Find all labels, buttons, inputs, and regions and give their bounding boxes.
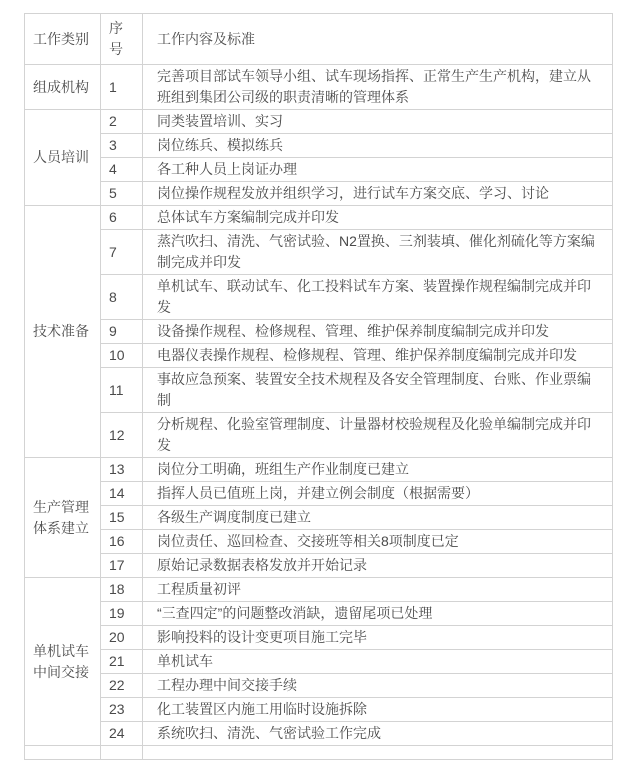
row-content: 岗位分工明确，班组生产作业制度已建立 xyxy=(143,458,613,482)
row-content: 工程质量初评 xyxy=(143,578,613,602)
row-content: 总体试车方案编制完成并印发 xyxy=(143,206,613,230)
table-row xyxy=(25,674,613,698)
row-number: 19 xyxy=(101,602,143,626)
row-content: 单机试车 xyxy=(143,650,613,674)
table-row xyxy=(25,158,613,182)
row-number: 9 xyxy=(101,320,143,344)
header-row xyxy=(25,14,613,65)
table-row xyxy=(25,230,613,275)
table-row xyxy=(25,320,613,344)
row-number: 4 xyxy=(101,158,143,182)
table-row xyxy=(25,578,613,602)
row-number: 16 xyxy=(101,530,143,554)
row-number: 20 xyxy=(101,626,143,650)
table-row xyxy=(25,110,613,134)
row-content: 电器仪表操作规程、检修规程、管理、维护保养制度编制完成并印发 xyxy=(143,344,613,368)
row-number: 22 xyxy=(101,674,143,698)
header-serial-number: 序号 xyxy=(101,14,143,65)
category-cell: 单机试车中间交接 xyxy=(25,578,101,746)
table-row xyxy=(25,275,613,320)
row-number: 5 xyxy=(101,182,143,206)
row-content: 影响投料的设计变更项目施工完毕 xyxy=(143,626,613,650)
category-cell: 技术准备 xyxy=(25,206,101,458)
row-number: 3 xyxy=(101,134,143,158)
row-number: 15 xyxy=(101,506,143,530)
category-cell: 人员培训 xyxy=(25,110,101,206)
row-content: 单机试车、联动试车、化工投料试车方案、装置操作规程编制完成并印发 xyxy=(143,275,613,320)
row-content: 系统吹扫、清洗、气密试验工作完成 xyxy=(143,722,613,746)
row-content: 工程办理中间交接手续 xyxy=(143,674,613,698)
row-number: 8 xyxy=(101,275,143,320)
row-content: 事故应急预案、装置安全技术规程及各安全管理制度、台账、作业票编制 xyxy=(143,368,613,413)
row-number: 7 xyxy=(101,230,143,275)
table-row xyxy=(25,482,613,506)
row-content: 完善项目部试车领导小组、试车现场指挥、正常生产生产机构，建立从班组到集团公司级的职责清晰的管理体系 xyxy=(143,65,613,110)
row-number: 14 xyxy=(101,482,143,506)
row-number: 18 xyxy=(101,578,143,602)
table-body xyxy=(25,65,613,760)
row-content: 蒸汽吹扫、清洗、气密试验、N2置换、三剂装填、催化剂硫化等方案编制完成并印发 xyxy=(143,230,613,275)
work-plan-table xyxy=(24,13,613,760)
empty-cell xyxy=(25,746,101,760)
row-content: 设备操作规程、检修规程、管理、维护保养制度编制完成并印发 xyxy=(143,320,613,344)
row-content: 分析规程、化验室管理制度、计量器材校验规程及化验单编制完成并印发 xyxy=(143,413,613,458)
partial-next-row xyxy=(25,746,613,760)
table-row xyxy=(25,182,613,206)
row-number: 6 xyxy=(101,206,143,230)
table-row xyxy=(25,722,613,746)
row-number: 21 xyxy=(101,650,143,674)
row-content: 原始记录数据表格发放并开始记录 xyxy=(143,554,613,578)
row-content: 同类装置培训、实习 xyxy=(143,110,613,134)
row-content: “三查四定”的问题整改消缺，遗留尾项已处理 xyxy=(143,602,613,626)
row-content: 岗位操作规程发放并组织学习，进行试车方案交底、学习、讨论 xyxy=(143,182,613,206)
table-row xyxy=(25,698,613,722)
table-row xyxy=(25,602,613,626)
row-number: 23 xyxy=(101,698,143,722)
row-content: 岗位责任、巡回检查、交接班等相关8项制度已定 xyxy=(143,530,613,554)
header-work-category: 工作类别 xyxy=(25,14,101,65)
table-row xyxy=(25,65,613,110)
empty-cell xyxy=(101,746,143,760)
row-content: 化工装置区内施工用临时设施拆除 xyxy=(143,698,613,722)
row-number: 1 xyxy=(101,65,143,110)
table-row xyxy=(25,458,613,482)
row-content: 各工种人员上岗证办理 xyxy=(143,158,613,182)
row-number: 17 xyxy=(101,554,143,578)
row-number: 24 xyxy=(101,722,143,746)
row-number: 10 xyxy=(101,344,143,368)
row-content: 各级生产调度制度已建立 xyxy=(143,506,613,530)
row-number: 2 xyxy=(101,110,143,134)
table-row xyxy=(25,506,613,530)
row-content: 指挥人员已值班上岗，并建立例会制度（根据需要） xyxy=(143,482,613,506)
category-cell: 组成机构 xyxy=(25,65,101,110)
row-content: 岗位练兵、模拟练兵 xyxy=(143,134,613,158)
table-row xyxy=(25,368,613,413)
table-row xyxy=(25,554,613,578)
table-row xyxy=(25,344,613,368)
row-number: 13 xyxy=(101,458,143,482)
header-work-content: 工作内容及标准 xyxy=(143,14,613,65)
row-number: 12 xyxy=(101,413,143,458)
table-row xyxy=(25,650,613,674)
table-row xyxy=(25,530,613,554)
category-cell: 生产管理体系建立 xyxy=(25,458,101,578)
table-row xyxy=(25,206,613,230)
empty-cell xyxy=(143,746,613,760)
table-row xyxy=(25,626,613,650)
table-row xyxy=(25,134,613,158)
row-number: 11 xyxy=(101,368,143,413)
table-row xyxy=(25,413,613,458)
